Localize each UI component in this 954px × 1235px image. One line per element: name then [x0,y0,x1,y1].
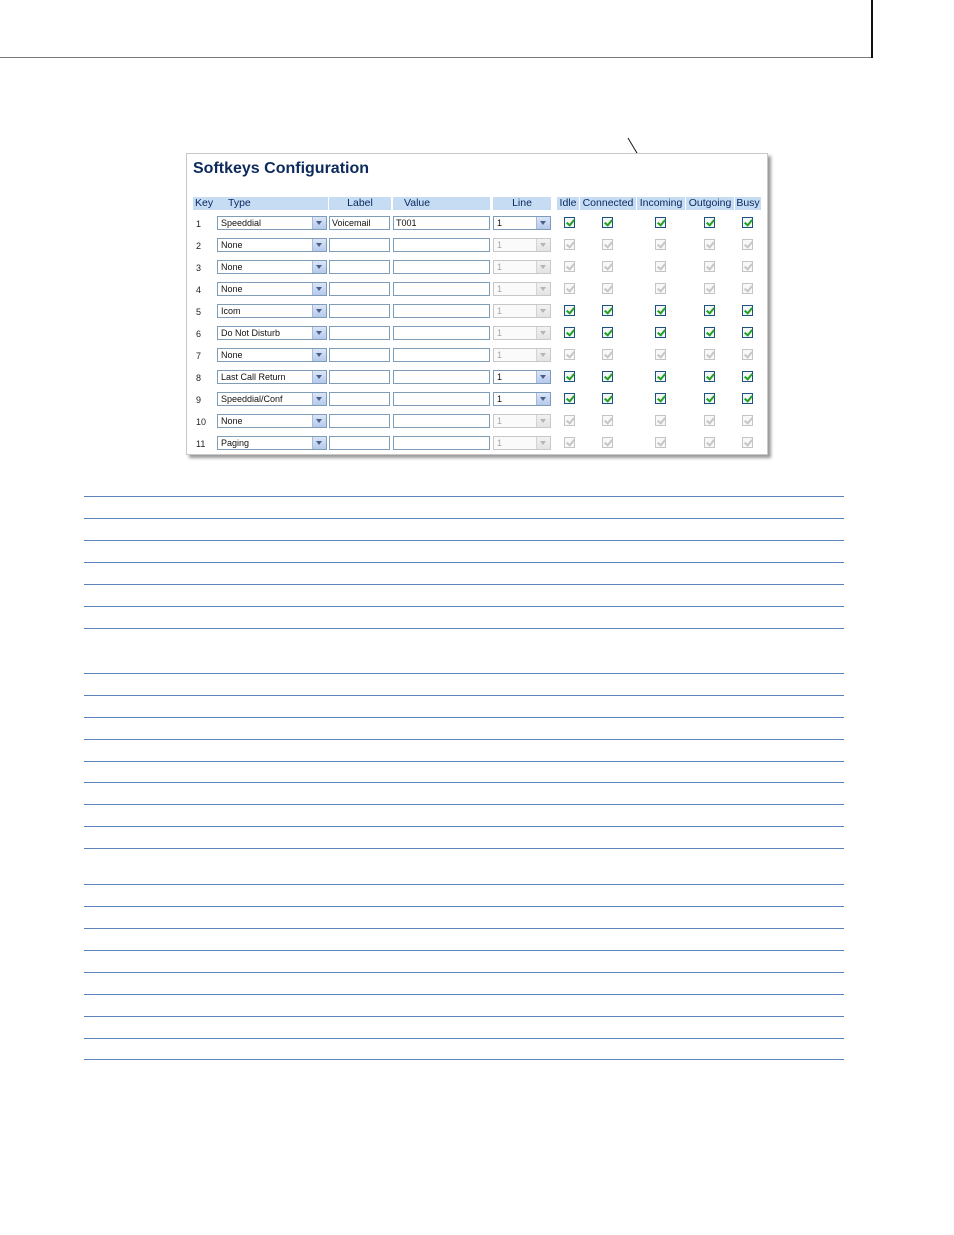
table-row-divider [84,628,844,629]
softkey-number: 7 [196,351,202,361]
state-idle-checkbox[interactable] [564,349,575,360]
state-busy-checkbox[interactable] [742,437,753,448]
softkey-type-select[interactable] [217,326,327,340]
chevron-down-icon [312,217,326,229]
softkey-number: 8 [196,373,202,383]
softkey-line-select[interactable] [493,282,551,296]
state-connected-checkbox[interactable] [602,371,613,382]
state-incoming-checkbox[interactable] [655,217,666,228]
state-idle-checkbox[interactable] [564,283,575,294]
table-row-divider [84,906,844,907]
state-busy-checkbox[interactable] [742,217,753,228]
table-row-divider [84,782,844,783]
state-incoming-checkbox[interactable] [655,349,666,360]
softkey-type-value: None [221,350,243,360]
header-value: Value [393,197,490,210]
softkey-label-input[interactable]: Voicemail [329,216,390,230]
table-row-divider [84,1016,844,1017]
page-header-rule [0,57,872,58]
state-connected-checkbox[interactable] [602,305,613,316]
softkey-row [187,282,767,302]
header-label: Label [329,197,391,210]
table-row-divider [84,673,844,674]
softkey-type-select[interactable] [217,414,327,428]
chevron-down-icon [536,327,550,339]
chevron-down-icon [536,393,550,405]
state-incoming-checkbox[interactable] [655,371,666,382]
header-connected: Connected [580,197,636,210]
state-outgoing-checkbox[interactable] [704,415,715,426]
state-idle-checkbox[interactable] [564,393,575,404]
table-row-divider [84,761,844,762]
softkey-row [187,392,767,412]
state-connected-checkbox[interactable] [602,415,613,426]
chevron-down-icon [536,437,550,449]
table-row-divider [84,884,844,885]
softkey-type-value: Icom [221,306,241,316]
softkey-type-value: Last Call Return [221,372,286,382]
softkey-line-value: 1 [497,306,503,316]
panel-title: Softkeys Configuration [193,160,370,177]
softkey-type-value: Speeddial [221,218,262,228]
softkey-label-input[interactable] [329,326,390,340]
softkey-label-input[interactable] [329,392,390,406]
state-outgoing-checkbox[interactable] [704,261,715,272]
softkey-line-value: 1 [497,416,503,426]
softkey-row [187,326,767,346]
softkey-line-value: 1 [497,394,503,404]
state-connected-checkbox[interactable] [602,217,613,228]
softkey-number: 1 [196,219,202,229]
table-row-divider [84,804,844,805]
chevron-down-icon [536,283,550,295]
softkey-label-input[interactable] [329,414,390,428]
softkeys-configuration-panel [186,153,768,455]
chevron-down-icon [536,415,550,427]
softkey-value-input[interactable]: T001 [393,216,490,230]
softkey-row [187,216,767,236]
header-outgoing: Outgoing [686,197,734,210]
softkey-value-input[interactable] [393,392,490,406]
softkey-type-value: None [221,240,243,250]
state-idle-checkbox[interactable] [564,261,575,272]
softkey-row [187,414,767,434]
softkey-number: 3 [196,263,202,273]
state-outgoing-checkbox[interactable] [704,217,715,228]
softkey-line-value: 1 [497,284,503,294]
state-idle-checkbox[interactable] [564,415,575,426]
table-row-divider [84,1059,844,1060]
softkey-value-input[interactable] [393,238,490,252]
state-idle-checkbox[interactable] [564,305,575,316]
table-row-divider [84,950,844,951]
softkey-line-select[interactable] [493,436,551,450]
softkey-number: 11 [196,439,206,449]
softkey-type-value: Paging [221,438,250,448]
softkey-type-select[interactable] [217,392,327,406]
state-busy-checkbox[interactable] [742,349,753,360]
softkey-number: 5 [196,307,202,317]
softkey-number: 6 [196,329,202,339]
state-busy-checkbox[interactable] [742,415,753,426]
softkey-type-value: None [221,416,243,426]
softkey-line-value: 1 [497,350,503,360]
softkey-number: 2 [196,241,202,251]
state-connected-checkbox[interactable] [602,393,613,404]
softkey-line-select[interactable] [493,304,551,318]
table-row-divider [84,606,844,607]
table-row-divider [84,496,844,497]
chevron-down-icon [536,349,550,361]
softkey-type-select[interactable] [217,348,327,362]
state-connected-checkbox[interactable] [602,261,613,272]
table-row-divider [84,1038,844,1039]
chevron-down-icon [312,283,326,295]
state-connected-checkbox[interactable] [602,349,613,360]
softkey-line-select[interactable] [493,348,551,362]
state-incoming-checkbox[interactable] [655,327,666,338]
softkey-type-value: None [221,262,243,272]
state-busy-checkbox[interactable] [742,371,753,382]
softkey-line-select[interactable] [493,414,551,428]
page-corner-mark [871,0,873,58]
header-idle: Idle [557,197,579,210]
chevron-down-icon [536,261,550,273]
softkey-type-value: Do Not Disturb [221,328,281,338]
state-connected-checkbox[interactable] [602,327,613,338]
softkey-row [187,370,767,390]
chevron-down-icon [312,261,326,273]
softkey-line-value: 1 [497,262,503,272]
state-incoming-checkbox[interactable] [655,239,666,250]
softkey-line-select[interactable] [493,216,551,230]
state-busy-checkbox[interactable] [742,305,753,316]
table-row-divider [84,972,844,973]
softkey-type-select[interactable] [217,260,327,274]
softkey-line-value: 1 [497,218,503,228]
chevron-down-icon [312,371,326,383]
softkey-number: 10 [196,417,207,427]
state-incoming-checkbox[interactable] [655,283,666,294]
state-busy-checkbox[interactable] [742,283,753,294]
softkey-row [187,238,767,258]
softkey-type-select[interactable] [217,370,327,384]
softkey-value-input[interactable] [393,436,490,450]
chevron-down-icon [312,305,326,317]
softkey-type-value: None [221,284,243,294]
state-outgoing-checkbox[interactable] [704,349,715,360]
state-outgoing-checkbox[interactable] [704,239,715,250]
softkey-number: 4 [196,285,202,295]
chevron-down-icon [536,217,550,229]
softkey-value-input[interactable] [393,348,490,362]
header-busy: Busy [736,197,760,209]
softkey-line-select[interactable] [493,370,551,384]
softkey-type-value: Speeddial/Conf [221,394,283,404]
table-row-divider [84,848,844,849]
softkey-row [187,348,767,368]
table-row-divider [84,695,844,696]
softkey-value-input[interactable] [393,304,490,318]
state-connected-checkbox[interactable] [602,283,613,294]
softkey-type-select[interactable] [217,304,327,318]
softkey-line-value: 1 [497,372,503,382]
softkey-line-select[interactable] [493,260,551,274]
table-row-divider [84,584,844,585]
header-line: Line [493,197,551,210]
header-incoming: Incoming [637,197,685,210]
state-idle-checkbox[interactable] [564,437,575,448]
softkey-label-input[interactable] [329,348,390,362]
softkey-line-select[interactable] [493,238,551,252]
state-idle-checkbox[interactable] [564,327,575,338]
header-type: Type [216,197,328,210]
softkey-line-value: 1 [497,328,503,338]
chevron-down-icon [312,393,326,405]
state-idle-checkbox[interactable] [564,239,575,250]
table-row-divider [84,928,844,929]
softkey-label-input[interactable] [329,370,390,384]
softkey-label-input[interactable] [329,238,390,252]
state-outgoing-checkbox[interactable] [704,283,715,294]
softkey-value-input[interactable] [393,326,490,340]
chevron-down-icon [536,305,550,317]
table-row-divider [84,739,844,740]
softkey-value-input[interactable] [393,260,490,274]
softkey-row [187,304,767,324]
state-idle-checkbox[interactable] [564,371,575,382]
chevron-down-icon [312,327,326,339]
state-outgoing-checkbox[interactable] [704,327,715,338]
softkey-type-select[interactable] [217,238,327,252]
state-connected-checkbox[interactable] [602,239,613,250]
state-incoming-checkbox[interactable] [655,415,666,426]
state-incoming-checkbox[interactable] [655,261,666,272]
header-key: Key [193,197,216,210]
softkey-row [187,260,767,280]
state-outgoing-checkbox[interactable] [704,393,715,404]
softkey-line-value: 1 [497,438,503,448]
softkey-type-select[interactable] [217,282,327,296]
softkey-value-input[interactable] [393,370,490,384]
softkey-line-select[interactable] [493,326,551,340]
softkey-type-select[interactable] [217,436,327,450]
chevron-down-icon [312,349,326,361]
chevron-down-icon [536,239,550,251]
state-outgoing-checkbox[interactable] [704,305,715,316]
table-row-divider [84,717,844,718]
state-incoming-checkbox[interactable] [655,393,666,404]
softkey-value-input[interactable] [393,414,490,428]
softkey-line-select[interactable] [493,392,551,406]
chevron-down-icon [312,415,326,427]
state-busy-checkbox[interactable] [742,239,753,250]
softkey-label-input[interactable] [329,260,390,274]
state-busy-checkbox[interactable] [742,261,753,272]
softkey-label-input[interactable] [329,436,390,450]
chevron-down-icon [536,371,550,383]
softkey-number: 9 [196,395,202,405]
table-row-divider [84,562,844,563]
state-incoming-checkbox[interactable] [655,437,666,448]
table-row-divider [84,826,844,827]
softkey-type-select[interactable] [217,216,327,230]
state-outgoing-checkbox[interactable] [704,371,715,382]
table-row-divider [84,540,844,541]
state-incoming-checkbox[interactable] [655,305,666,316]
softkey-row [187,436,767,456]
state-busy-checkbox[interactable] [742,327,753,338]
softkey-label-input[interactable] [329,282,390,296]
chevron-down-icon [312,437,326,449]
chevron-down-icon [312,239,326,251]
softkey-value-input[interactable] [393,282,490,296]
softkey-label-input[interactable] [329,304,390,318]
state-outgoing-checkbox[interactable] [704,437,715,448]
table-row-divider [84,994,844,995]
softkey-line-value: 1 [497,240,503,250]
state-idle-checkbox[interactable] [564,217,575,228]
state-busy-checkbox[interactable] [742,393,753,404]
table-row-divider [84,518,844,519]
state-connected-checkbox[interactable] [602,437,613,448]
